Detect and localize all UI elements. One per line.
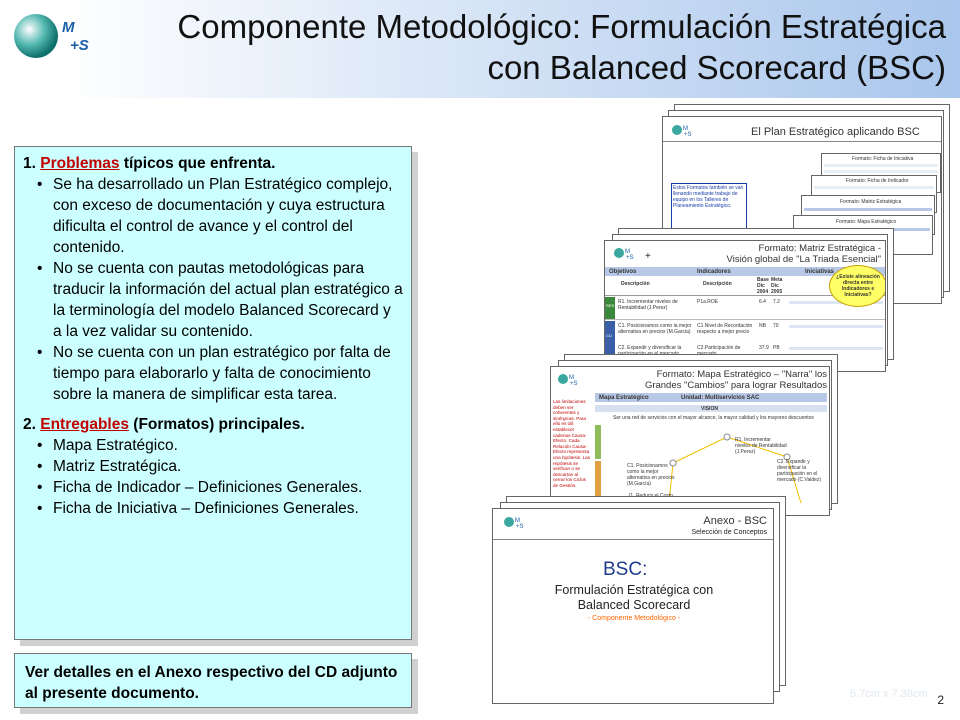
doc-subtitle: Selección de Conceptos — [691, 529, 767, 536]
doc-mapa-estrategico: M +S Formato: Mapa Estratégico – "Narra" los Grandes "Cambios" para lograr Resultados Las limitaciones deben ser coherentes y sinérgicas. Para ello es útil establecer cadenas Causa-Efecto. Cada Relación Causa-Efecto representa una hipótesis. Las Hipótesis se verifican o se descartan al cerrar los Ciclos de Gestión. Mapa Estratégico Unidad: Multiservicios SAC VISION Ser una red de servicios con el mayor alcance, la mayor calidad y los mayores descuentos R1. Incrementar niveles de Rentabilidad (J.Perez) C1. Posicionarnos como la mejor alternativa en precios (M.García) C2. Expandir y diversificar la participación en el mercado (C.Valdez) — [550, 366, 830, 516]
mini-logo-icon — [613, 246, 635, 260]
list-item: • Matriz Estratégica. — [37, 456, 403, 477]
bsc-heading: BSC: — [603, 559, 648, 580]
svg-text:+S: +S — [70, 37, 89, 54]
mini-logo-icon — [557, 372, 579, 386]
mini-logo-icon — [671, 123, 693, 137]
side-note: Las limitaciones deben ser coherentes y sinérgicas. Para ello es útil establecer cadenas Causa-Efecto. Cada Relación Causa-Efecto representa una hipótesis. Las Hipótesis se verifican o se descartan al cerrar los Ciclos de Gestión. — [553, 399, 591, 488]
list-item: • No se cuenta con pautas metodológicas para traducir la información del actual plan estratégico a la terminología del modelo Balanced Scorecard y a la vez validar su contenido. — [37, 258, 403, 342]
anexo-line-2: Balanced Scorecard — [577, 598, 691, 612]
section-2-list — [23, 435, 403, 519]
svg-text:M: M — [515, 518, 520, 524]
sub-format-page: Formato: Matriz Estratégica — [801, 195, 935, 235]
list-item: • Se ha desarrollado un Plan Estratégico complejo, con exceso de documentación y cuya estructura dificulta el control de avance y el control del contenido. — [37, 174, 403, 258]
svg-text:M: M — [62, 19, 75, 36]
svg-text:+S: +S — [570, 381, 578, 386]
anexo-line-3: - Componente Metodológico - — [587, 615, 681, 622]
doc-title: Formato: Matriz Estratégica - Visión global de "La Triada Esencial" — [726, 243, 881, 265]
section-1-heading: 1. Problemas típicos que enfrenta. — [23, 155, 276, 172]
content-panel — [14, 146, 412, 640]
plus-icon: + — [645, 251, 651, 262]
svg-text:M: M — [625, 249, 630, 255]
title-line-1: Componente Metodológico: Formulación Estratégica — [177, 8, 946, 45]
title-line-2: con Balanced Scorecard (BSC) — [487, 49, 946, 86]
sub-format-page: Formato: Mapa Estratégico — [793, 215, 933, 255]
svg-text:+S: +S — [684, 132, 692, 137]
sub-format-page: Formato: Ficha de Iniciativa — [821, 153, 941, 193]
doc-matriz-estrategica: M +S + Formato: Matriz Estratégica - Visión global de "La Triada Esencial" Objetivos Indicadores Iniciativas Descripción Descripción Base Dic 2004 Meta Dic 2005 RES R1. Incrementar niveles de Rentabilidad (J.Perez) P1a.ROE 6.4 7.2 CLI C1. Posicionarnos como la mejor alternativa en precios (M.Garcia) C1.Nivel de Recordación respecto a mejor precio NB 70 C2. Expandir y diversificar la C2.Participación de 37.9 PB ¿Existe alineación directa entre Indicadores e Iniciativas? — [604, 240, 886, 372]
sub-format-page: Formato: Ficha de Indicador — [811, 175, 937, 213]
svg-text:+S: +S — [516, 524, 524, 529]
list-item: • Ficha de Iniciativa – Definiciones Generales. — [37, 498, 403, 519]
alignment-callout: ¿Existe alineación directa entre Indicadores e Iniciativas? — [829, 265, 886, 307]
svg-text:+S: +S — [626, 255, 634, 260]
list-item: • No se cuenta con un plan estratégico por falta de tiempo para elaborarlo y falta de conocimiento sobre la manera de simplificar esta tarea. — [37, 342, 403, 405]
section-2-keyword: Entregables — [40, 416, 129, 433]
doc-title: El Plan Estratégico aplicando BSC — [751, 126, 920, 138]
section-1-list — [23, 174, 403, 405]
anexo-line-1: Formulación Estratégica con — [554, 583, 714, 597]
doc-title: Formato: Mapa Estratégico – "Narra" los Grandes "Cambios" para lograr Resultados — [644, 369, 827, 391]
list-item: • Mapa Estratégico. — [37, 435, 403, 456]
svg-text:M: M — [683, 126, 688, 132]
watermark-text: 5.7cm x 7.38cm — [850, 688, 928, 700]
list-item: • Ficha de Indicador – Definiciones Generales. — [37, 477, 403, 498]
doc-title: Anexo - BSC — [703, 515, 767, 527]
header-banner — [0, 0, 960, 98]
doc-anexo-bsc — [492, 508, 774, 704]
svg-text:M: M — [569, 375, 574, 381]
page-title — [86, 6, 946, 88]
page-number: 2 — [937, 693, 944, 707]
mini-logo-icon — [503, 515, 525, 529]
section-1-keyword: Problemas — [40, 155, 120, 172]
note-box: Ver detalles en el Anexo respectivo del CD adjunto al presente documento. — [14, 653, 412, 708]
doc-intro-text: Estos Formatos también se van llenando mediante trabajo de equipo en los Talleres de Planeamiento Estratégico. — [671, 183, 747, 231]
section-2-heading: 2. Entregables (Formatos) principales. — [23, 416, 305, 433]
